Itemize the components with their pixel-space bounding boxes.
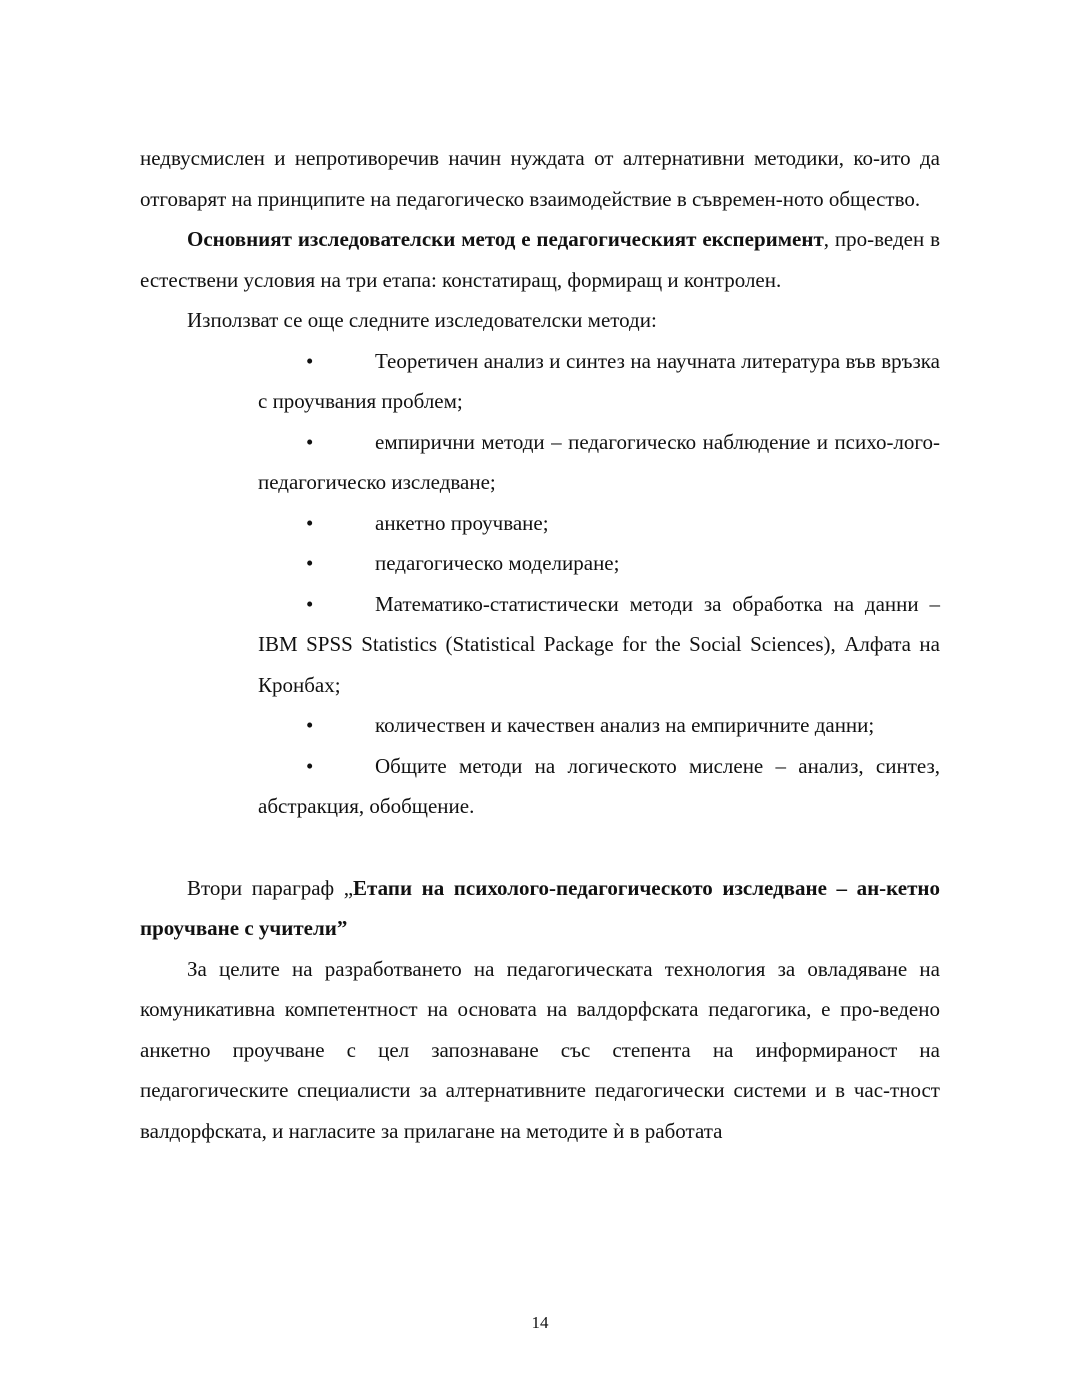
bullet-icon: • (306, 510, 314, 535)
method-rest-text: , про-веден в естествени условия на три етапа: констатиращ, формиращ и контролен. (140, 227, 940, 292)
methods-list (140, 341, 940, 827)
list-item-text: Теоретичен анализ и синтез на научната литература във връзка с проучвания проблем; (258, 348, 940, 413)
list-item (258, 543, 940, 584)
section-prefix: Втори параграф „ (187, 875, 354, 900)
list-item-text: Математико-статистически методи за обработка на данни – IBM SPSS Statistics (Statistical Package for the Social Sciences), Алфата на Кронбах; (258, 591, 940, 697)
list-item (258, 341, 940, 422)
method-paragraph (140, 219, 940, 300)
list-item-text: емпирични методи – педагогическо наблюдение и психо-лого-педагогическо изследване; (258, 429, 940, 494)
page-number: 14 (531, 1313, 549, 1332)
list-item (258, 422, 940, 503)
bullet-icon: • (306, 591, 314, 616)
list-item (258, 503, 940, 544)
list-item-text: Общите методи на логическото мислене – анализ, синтез, абстракция, обобщение. (258, 753, 940, 818)
bullet-icon: • (306, 753, 314, 778)
list-item-text: педагогическо моделиране; (375, 551, 620, 575)
bullet-icon: • (306, 551, 314, 575)
list-item (258, 746, 940, 827)
list-item (258, 584, 940, 706)
bullet-icon: • (306, 429, 314, 454)
bullet-icon: • (306, 713, 314, 737)
methods-intro: Използват се още следните изследователски методи: (187, 308, 657, 332)
section-title: Етапи на психолого-педагогическото изследване – ан-кетно проучване с учители” (140, 875, 940, 940)
intro-paragraph: недвусмислен и непротиворечив начин нуждата от алтернативни методики, ко-ито да отговарят на принципите на педагогическо взаимодействие в съвремен-ното общество. (140, 146, 940, 211)
list-item-text: количествен и качествен анализ на емпиричните данни; (375, 713, 875, 737)
list-item (258, 705, 940, 746)
method-bold-text: Основният изследователски метод е педагогическият експеримент (187, 227, 824, 251)
body-text (140, 138, 940, 1151)
final-paragraph: За целите на разработването на педагогическата технология за овладяване на комуникативна компетентност на основата на валдорфската педагогика, е про-ведено анкетно проучване с цел запознаване със степента на информираност на педагогическите специалисти за алтернативните педагогически системи и в час-тност валдорфската, и нагласите за прилагане на методите ѝ в работата (140, 956, 940, 1143)
section-heading (140, 868, 940, 949)
spacer (140, 827, 940, 868)
bullet-icon: • (306, 348, 314, 373)
list-item-text: анкетно проучване; (375, 510, 549, 535)
